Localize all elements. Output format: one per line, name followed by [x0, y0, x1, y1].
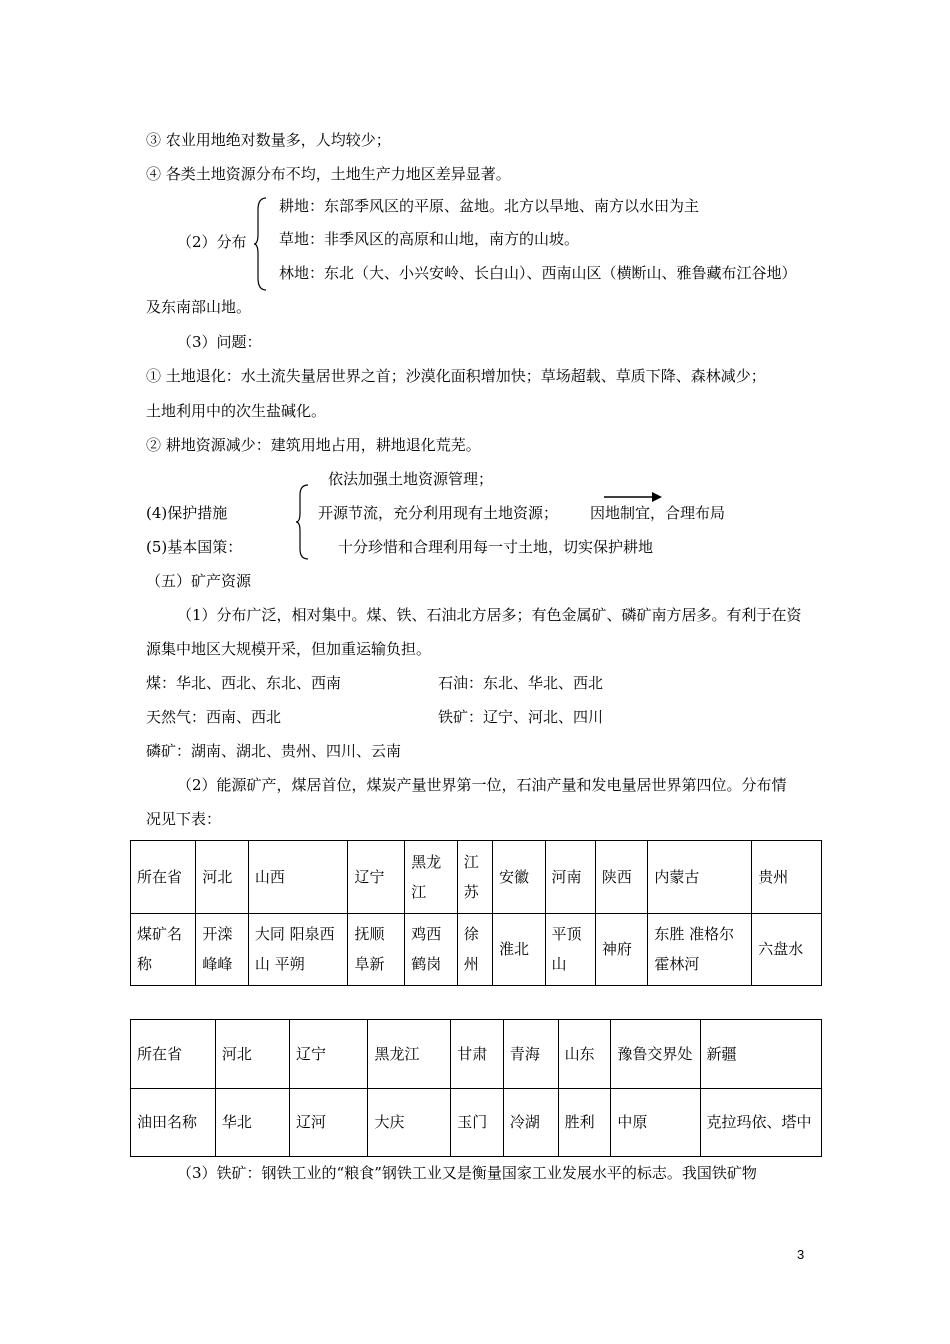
policy-label: (5)基本国策：	[146, 538, 243, 556]
table-cell: 东胜 准格尔 霍林河	[648, 913, 752, 986]
table-cell: 河北	[215, 1020, 289, 1089]
table-cell: 中原	[611, 1088, 700, 1157]
table-cell: 抚顺阜新	[348, 913, 405, 986]
table-cell: 辽宁	[348, 841, 405, 914]
section-heading: （3）问题：	[177, 333, 262, 351]
table-row	[131, 1088, 822, 1157]
table-cell: 淮北	[493, 913, 545, 986]
text-line: 况见下表：	[146, 810, 222, 828]
table-cell: 煤矿名称	[131, 913, 196, 986]
table-cell: 神府	[595, 913, 647, 986]
text-line: ① 土地退化：水土流失量居世界之首；沙漠化面积增加快；草场超载、草质下降、森林减少；	[146, 367, 766, 385]
table-cell: 江苏	[457, 841, 492, 914]
table-cell: 内蒙古	[648, 841, 752, 914]
table-cell: 贵州	[752, 841, 822, 914]
oilfield-table	[130, 1019, 822, 1157]
text-line: ③ 农业用地绝对数量多，人均较少；	[146, 131, 391, 149]
coal-table	[130, 840, 822, 986]
table-cell: 辽河	[290, 1088, 368, 1157]
text-line: 铁矿：辽宁、河北、四川	[438, 708, 604, 726]
table-cell: 辽宁	[290, 1020, 368, 1089]
text-line: ② 耕地资源减少：建筑用地占用，耕地退化荒芜。	[146, 436, 481, 454]
table-cell: 六盘水	[752, 913, 822, 986]
text-line: 因地制宜，合理布局	[590, 504, 726, 522]
text-line: 十分珍惜和合理利用每一寸土地，切实保护耕地	[338, 538, 654, 556]
text-line: 林地：东北（大、小兴安岭、长白山）、西南山区（横断山、雅鲁藏布江谷地）	[279, 264, 797, 282]
text-line: 依法加强土地资源管理；	[328, 470, 494, 488]
table-row	[131, 1020, 822, 1089]
table-cell: 新疆	[700, 1020, 822, 1089]
brace-icon	[254, 196, 268, 292]
table-cell: 胜利	[558, 1088, 611, 1157]
table-row	[131, 913, 822, 986]
text-line: 煤：华北、西北、东北、西南	[146, 674, 342, 692]
text-line: 草地：非季风区的高原和山地，南方的山坡。	[279, 230, 580, 248]
distribution-label: （2）分布	[177, 233, 247, 251]
table-cell: 平顶山	[545, 913, 595, 986]
table-cell: 克拉玛依、塔中	[700, 1088, 822, 1157]
text-line: 源集中地区大规模开采，但加重运输负担。	[146, 640, 432, 658]
text-line: 天然气：西南、西北	[146, 708, 282, 726]
protection-label: (4)保护措施	[146, 504, 228, 522]
table-cell: 玉门	[451, 1088, 504, 1157]
table-cell: 陕西	[595, 841, 647, 914]
table-cell: 华北	[215, 1088, 289, 1157]
page-number: 3	[797, 1247, 805, 1262]
table-cell: 山西	[248, 841, 348, 914]
table-cell: 油田名称	[131, 1088, 216, 1157]
table-cell: 黑龙江	[368, 1020, 451, 1089]
table-cell: 安徽	[493, 841, 545, 914]
brace-icon	[296, 483, 310, 561]
text-line: （3）铁矿：钢铁工业的“粮食”钢铁工业又是衡量国家工业发展水平的标志。我国铁矿物	[177, 1164, 757, 1182]
table-cell: 鸡西鹤岗	[405, 913, 457, 986]
table-cell: 河南	[545, 841, 595, 914]
text-line: 磷矿：湖南、湖北、贵州、四川、云南	[146, 742, 402, 760]
text-line: （2）能源矿产，煤居首位，煤炭产量世界第一位，石油产量和发电量居世界第四位。分布情	[177, 776, 787, 794]
table-cell: 青海	[503, 1020, 558, 1089]
section-heading: （五）矿产资源	[146, 572, 252, 590]
table-cell: 黑龙江	[405, 841, 457, 914]
text-line: 及东南部山地。	[146, 298, 252, 316]
table-cell: 豫鲁交界处	[611, 1020, 700, 1089]
table-cell: 大同 阳泉西山 平朔	[248, 913, 348, 986]
table-cell: 大庆	[368, 1088, 451, 1157]
table-cell: 所在省	[131, 1020, 216, 1089]
text-line: 开源节流，充分利用现有土地资源；	[318, 504, 559, 522]
text-line: 耕地：东部季风区的平原、盆地。北方以旱地、南方以水田为主	[279, 197, 700, 215]
text-line: ④ 各类土地资源分布不均，土地生产力地区差异显著。	[146, 165, 511, 183]
table-cell: 开滦峰峰	[196, 913, 248, 986]
table-cell: 徐州	[457, 913, 492, 986]
text-line: （1）分布广泛，相对集中。煤、铁、石油北方居多；有色金属矿、磷矿南方居多。有利于在资	[177, 606, 802, 624]
table-cell: 冷湖	[503, 1088, 558, 1157]
table-cell: 甘肃	[451, 1020, 504, 1089]
table-cell: 山东	[558, 1020, 611, 1089]
text-line: 石油：东北、华北、西北	[438, 674, 604, 692]
table-cell: 所在省	[131, 841, 196, 914]
table-row	[131, 841, 822, 914]
arrow-right-icon	[604, 490, 664, 504]
table-cell: 河北	[196, 841, 248, 914]
text-line: 土地利用中的次生盐碱化。	[146, 402, 327, 420]
